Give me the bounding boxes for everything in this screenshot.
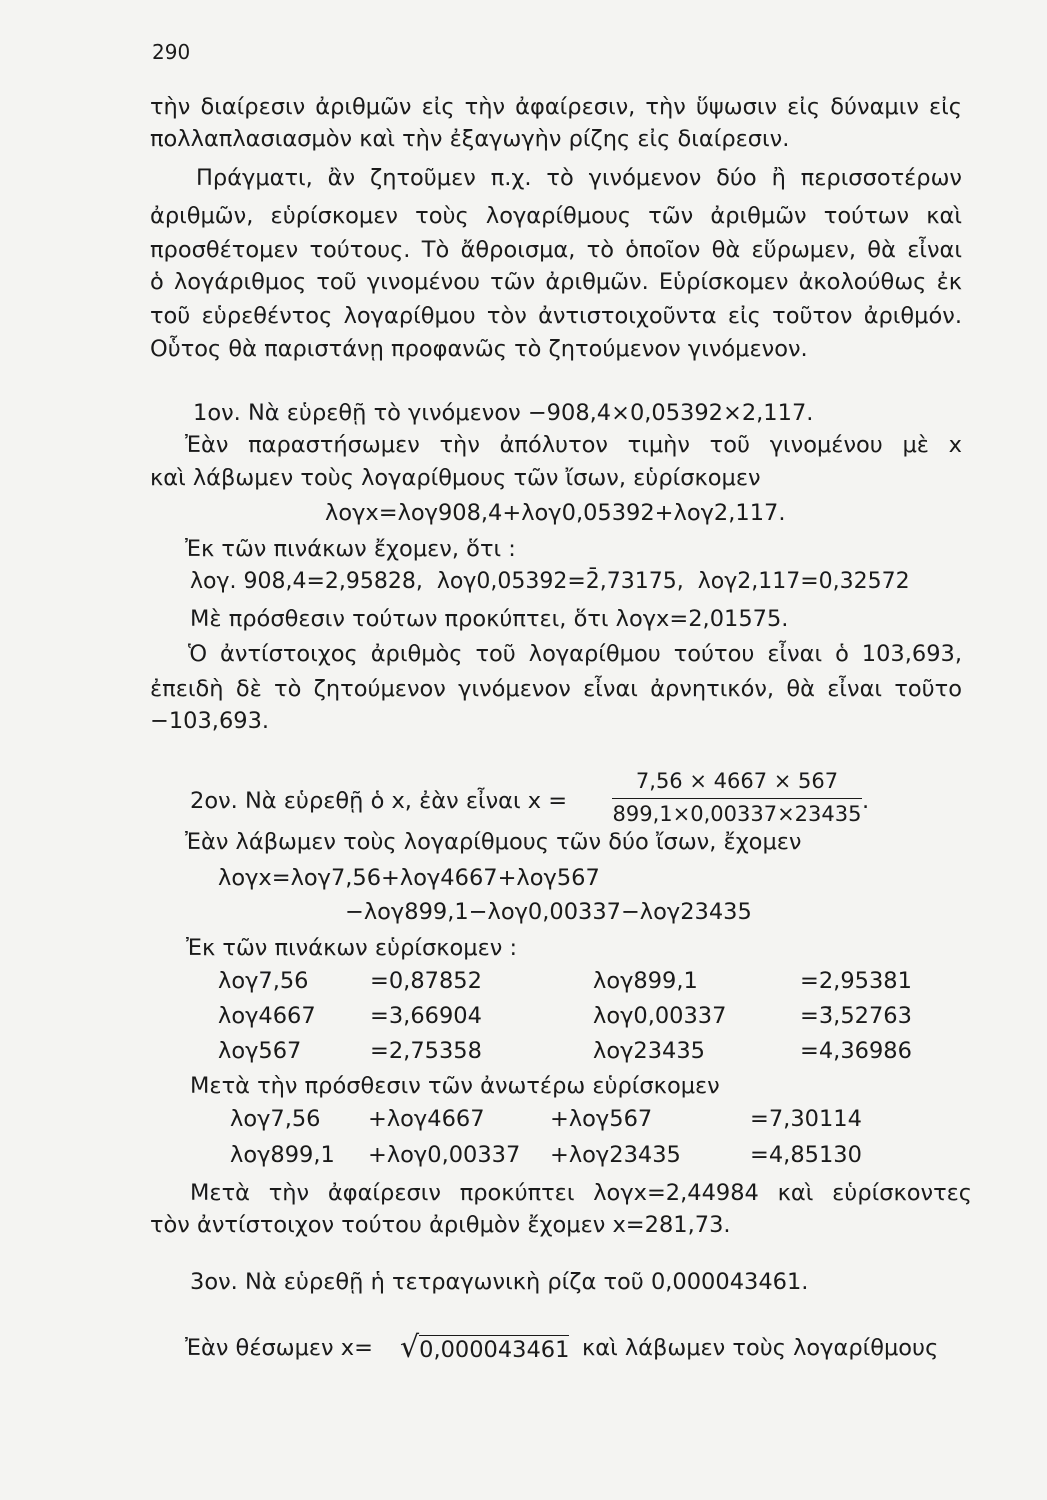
text-line: Ἐὰν λάβωμεν τοὺς λογαρίθμους τῶν δύο ἴσων, ἔχομεν xyxy=(185,829,802,855)
text-line: τὸν ἀντίστοιχον τούτου ἀριθμὸν ἔχομεν x=281,73. xyxy=(150,1212,731,1238)
text-line: Ἐὰν θέσωμεν x= xyxy=(185,1335,373,1361)
table-cell: λογ23435 xyxy=(593,1038,705,1064)
table-cell: =7,30114 xyxy=(750,1106,862,1132)
table-cell: =4,36986 xyxy=(800,1038,912,1064)
table-cell: =4,85130 xyxy=(750,1142,862,1168)
text-line: πολλαπλασιασμὸν καὶ τὴν ἐξαγωγὴν ρίζης εἰς διαίρεσιν. xyxy=(150,126,790,152)
formula: λογx=λογ908,4+λογ0,05392+λογ2,117. xyxy=(325,500,786,526)
text-line: Πράγματι, ἂν ζητοῦμεν π.χ. τὸ γινόμενον δύο ἢ περισσοτέρων xyxy=(196,165,962,191)
text-line: Μὲ πρόσθεσιν τούτων προκύπτει, ὅτι λογx=2,01575. xyxy=(190,606,789,632)
text-line: Ἐκ τῶν πινάκων εὑρίσκομεν : xyxy=(186,935,518,961)
text-line: Ἐὰν παραστήσωμεν τὴν ἀπόλυτον τιμὴν τοῦ γινομένου μὲ x xyxy=(185,432,962,458)
text-line: καὶ λάβωμεν τοὺς λογαρίθμους τῶν ἴσων, εὑρίσκομεν xyxy=(150,465,761,491)
example-title: 1ον. Νὰ εὑρεθῇ τὸ γινόμενον −908,4×0,05392×2,117. xyxy=(193,400,814,426)
square-root xyxy=(400,1330,570,1365)
text-line: ἐπειδὴ δὲ τὸ ζητούμενον γινόμενον εἶναι ἀρνητικόν, θὰ εἶναι τοῦτο xyxy=(150,676,962,702)
formula: −λογ899,1−λογ0,00337−λογ23435 xyxy=(345,899,752,925)
table-cell: =2,75358 xyxy=(370,1038,482,1064)
table-cell: λογ899,1 xyxy=(230,1142,335,1168)
radicand: 0,000043461 xyxy=(419,1337,570,1363)
table-cell: λογ567 xyxy=(218,1038,302,1064)
table-cell: +λογ4667 xyxy=(368,1106,485,1132)
text-line: Μετὰ τὴν ἀφαίρεσιν προκύπτει λογx=2,44984 καὶ εὑρίσκοντες xyxy=(190,1180,972,1206)
table-cell: +λογ23435 xyxy=(550,1142,681,1168)
fraction-period: . xyxy=(862,788,870,814)
text-line: ὁ λογάριθμος τοῦ γινομένου τῶν ἀριθμῶν. Εὑρίσκομεν ἀκολούθως ἐκ xyxy=(150,269,962,295)
fraction xyxy=(612,768,862,827)
text-line: ἀριθμῶν, εὑρίσκομεν τοὺς λογαρίθμους τῶν ἀριθμῶν τούτων καὶ xyxy=(150,203,962,229)
fraction-denominator: 899,1×0,00337×23435 xyxy=(612,802,862,826)
page-number: 290 xyxy=(152,40,191,64)
text-line: −103,693. xyxy=(150,708,270,734)
table-cell: +λογ0,00337 xyxy=(368,1142,521,1168)
table-cell: λογ0,00337 xyxy=(593,1003,727,1029)
table-cell: λογ4667 xyxy=(218,1003,316,1029)
text-line: Ὁ ἀντίστοιχος ἀριθμὸς τοῦ λογαρίθμου τούτου εἶναι ὁ 103,693, xyxy=(188,641,962,667)
example-title: 2ον. Νὰ εὑρεθῇ ὁ x, ἐὰν εἶναι x = xyxy=(190,788,568,814)
text-line: τὴν διαίρεσιν ἀριθμῶν εἰς τὴν ἀφαίρεσιν, τὴν ὕψωσιν εἰς δύναμιν εἰς xyxy=(150,94,962,120)
table-cell: λογ899,1 xyxy=(593,968,698,994)
text-line: Ἐκ τῶν πινάκων ἔχομεν, ὅτι : xyxy=(185,536,516,562)
formula: λογ. 908,4=2,95828, λογ0,05392=2̄,73175, λογ2,117=0,32572 xyxy=(190,569,910,594)
text-line: τοῦ εὑρεθέντος λογαρίθμου τὸν ἀντιστοιχοῦντα εἰς τοῦτον ἀριθμόν. xyxy=(150,303,962,329)
formula: λογx=λογ7,56+λογ4667+λογ567 xyxy=(218,865,600,891)
table-cell: λογ7,56 xyxy=(230,1106,321,1132)
table-cell: =2,95381 xyxy=(800,968,912,994)
example-title: 3ον. Νὰ εὑρεθῇ ἡ τετραγωνικὴ ρίζα τοῦ 0,000043461. xyxy=(190,1269,809,1295)
table-cell: =3,66904 xyxy=(370,1003,482,1029)
radical-sign: √ xyxy=(400,1330,420,1365)
table-cell: =0,87852 xyxy=(370,968,482,994)
table-cell: =3̄,52763 xyxy=(800,1003,912,1029)
text-line: Μετὰ τὴν πρόσθεσιν τῶν ἀνωτέρω εὑρίσκομεν xyxy=(190,1073,720,1099)
text-line: καὶ λάβωμεν τοὺς λογαρίθμους xyxy=(582,1335,939,1361)
text-line: Οὗτος θὰ παριστάνῃ προφανῶς τὸ ζητούμενον γινόμενον. xyxy=(150,336,808,362)
table-cell: +λογ567 xyxy=(550,1106,653,1132)
fraction-numerator: 7,56 × 4667 × 567 xyxy=(612,768,862,799)
table-cell: λογ7,56 xyxy=(218,968,309,994)
text-line: προσθέτομεν τούτους. Τὸ ἄθροισμα, τὸ ὁποῖον θὰ εὕρωμεν, θὰ εἶναι xyxy=(150,237,962,263)
